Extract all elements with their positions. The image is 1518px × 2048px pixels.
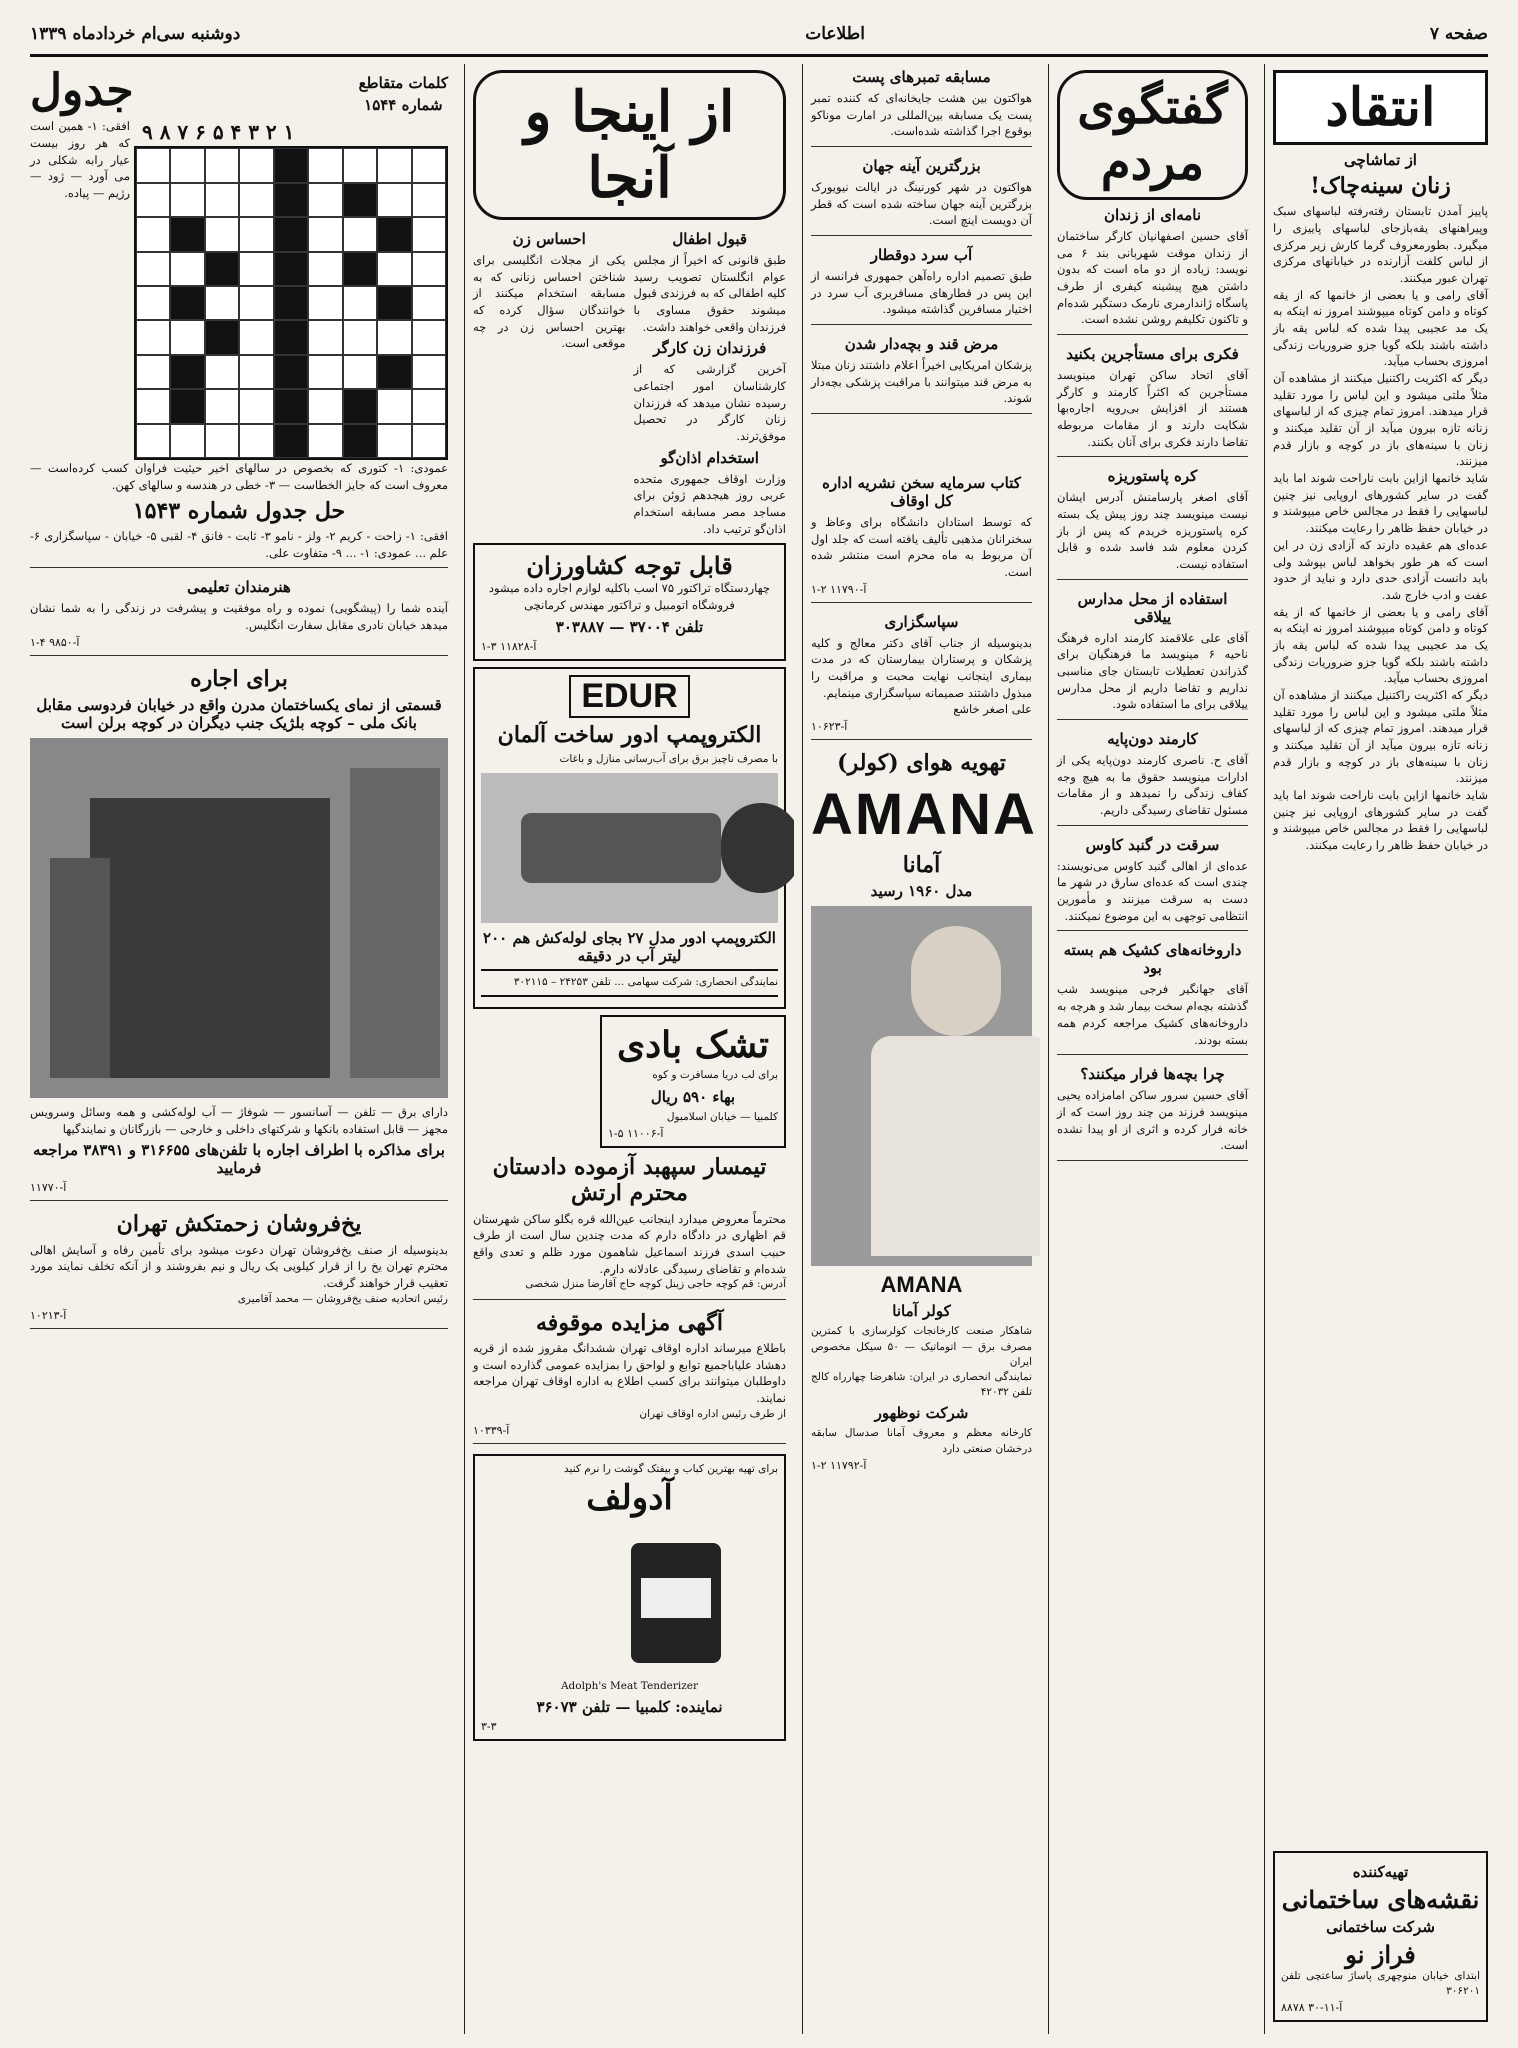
crossword-cell xyxy=(308,148,342,182)
solution-title: حل جدول شماره ۱۵۴۳ xyxy=(132,497,346,524)
crossword-cell xyxy=(343,148,377,182)
crossword-cell xyxy=(377,389,411,423)
crossword-cell xyxy=(136,217,170,251)
auction-body: باطلاع میرساند اداره اوقاف تهران ششدانگ مقروز شده از قریه دهشاد علیاباجمیع توابع و لواحق را بمزایده عمومی گذارده است و داوطلبان میتوانند برای کسب اطلاع به اداره اوقاف تهران مراجعه نمایند. xyxy=(473,1340,786,1405)
crossword-sub: کلمات متقاطع xyxy=(358,74,448,93)
issue-date: دوشنبه سی‌ام خردادماه ۱۳۳۹ xyxy=(30,24,241,44)
crossword-cell xyxy=(412,424,446,458)
crossword-cell xyxy=(239,355,273,389)
page-number: صفحه ۷ xyxy=(1429,24,1488,44)
letter-title: کارمند دون‌پایه xyxy=(1107,730,1198,749)
crossword-cell xyxy=(308,286,342,320)
fortune-title: هنرمندان تعلیمی xyxy=(187,578,291,597)
news-body: هواکتون در شهر کورنینگ در ایالت نیویورک بزرگترین آینه جهان ساخته شده است که قطر آن دویست اینچ است. xyxy=(811,180,1032,228)
book-notice xyxy=(811,474,1032,603)
crossword-cell xyxy=(170,389,204,423)
letter xyxy=(1057,206,1248,335)
crossword-cell xyxy=(412,217,446,251)
critique-paragraph: آقای رامی و یا بعضی از خانمها که از یقه کوتاه و دامن کوتاه میپوشند امروز نه اینکه به یک مد عجیبی پیدا شده که لباس یقه باز داشته باشند بلکه گویا جزو ضروریات زندگی امروزی بحساب میآید. xyxy=(1273,287,1488,369)
crossword-cell xyxy=(205,286,239,320)
edur-brand: EDUR xyxy=(569,675,689,718)
crossword-cell xyxy=(274,183,308,217)
crossword-cell xyxy=(205,320,239,354)
amana-company: شرکت نوظهور xyxy=(874,1404,969,1423)
amana-footer-fa: کولر آمانا xyxy=(892,1302,951,1321)
article-body: آخرین گزارشی که از کارشناسان امور اجتماعی رسیده نشان میدهد که فرزندان زنان کارگر در تحصیل موفق‌ترند. xyxy=(633,362,786,444)
rent-title: برای اجاره xyxy=(190,665,288,692)
letter-title: استفاده از محل مدارس ییلاقی xyxy=(1077,589,1228,626)
rent-body: دارای برق — تلفن — آسانسور — شوفاژ — آب لوله‌کشی و همه وسائل وسرویس مجهز — قابل استفاده بانکها و شرکتهای داخلی و خارجی — بازرگانان و نمایندگیها xyxy=(30,1105,448,1136)
crossword-cell xyxy=(377,355,411,389)
news-title: مسابقه تمبرهای پست xyxy=(852,68,991,86)
crossword-cell xyxy=(136,355,170,389)
amana-model: مدل ۱۹۶۰ رسید xyxy=(870,881,973,900)
amana-agent: نمایندگی انحصاری در ایران: شاهرضا چهارراه کالج تلفن ۴۲۰۳۲ xyxy=(811,1370,1032,1399)
adolph-brand: Adolph's Meat Tenderizer xyxy=(560,1679,699,1692)
fortune-code: آ-۹۸۵۰ ۴-۱ xyxy=(30,635,80,649)
crossword-cell xyxy=(136,252,170,286)
people-talk-logo: گفتگوی مردم xyxy=(1057,70,1248,200)
crossword-cell xyxy=(274,355,308,389)
crossword-cell xyxy=(205,217,239,251)
critique-paragraph: دیگر که اکثریت راکتنیل میکنند از مشاهده آن مثلاً ملتی میشود و این لباس را مورد تقلید قرار میدهند. امروز تمام چیزی که از لباسهای زنانه تازه بیرون میآید از آن تقلید میکنند و زنان با سینه‌های باز در کوچه و بازار قدم میزنند. xyxy=(1273,687,1488,786)
thanks-code: آ-۱۰۶۲۳ xyxy=(811,720,848,734)
crossword-cell xyxy=(170,424,204,458)
crossword-cell xyxy=(308,183,342,217)
news-body: پزشکان امریکایی اخیراً اعلام داشتند زنان مبتلا به مرض قند میتوانند با مراقبت پزشکی بچه‌دار شوند. xyxy=(811,358,1032,406)
crossword-cell xyxy=(343,286,377,320)
crossword-cell xyxy=(377,183,411,217)
tractor-code: آ-۱۱۸۲۸ ۳-۱ xyxy=(481,639,537,653)
crossword-cell xyxy=(136,183,170,217)
tractor-ad xyxy=(473,543,786,660)
army-address: آدرس: قم کوچه حاجی زینل کوچه حاج آقارضا منزل شخصی xyxy=(525,1278,786,1291)
construction-ad xyxy=(1273,1851,1488,2022)
ice-signature: رئیس اتحادیه صنف یخ‌فروشان — محمد آقامیری xyxy=(237,1292,448,1305)
critique-paragraph: شاید خانمها ازاین بابت ناراحت شوند اما باید گفت در سایر کشورهای اروپایی نیز چنین لباسهایی را فقط در مجالس خاص میپوشند و در خیابان حفظ ظاهر را رعایت میکنند. xyxy=(1273,787,1488,852)
tractor-phone: تلفن ۳۷۰۰۴ — ۳۰۳۸۸۷ xyxy=(555,617,704,636)
crossword-cell xyxy=(170,217,204,251)
amana-footer-body: شاهکار صنعت کارخانجات کولرسازی با کمترین مصرف برق — اتوماتیک — ۵۰ سیکل مخصوص ایران xyxy=(811,1325,1032,1368)
crossword-cell xyxy=(136,320,170,354)
crossword-cell xyxy=(239,252,273,286)
crossword-cell xyxy=(239,389,273,423)
fortune-body: آینده شما را (پیشگویی) نموده و راه موفقیت و پیشرفت در زندگی را به شما نشان میدهد خیابان نادری مقابل سفارت انگلیس. xyxy=(30,601,448,632)
tractor-body: چهاردستگاه تراکتور ۷۵ اسب باکلیه لوازم اجاره داده میشود فروشگاه اتومبیل و تراکتور مهندس کرمانچی xyxy=(488,581,771,613)
crossword-cell xyxy=(343,389,377,423)
rent-code: آ-۱۱۷۷۰ xyxy=(30,1181,67,1195)
letter xyxy=(1057,1065,1248,1161)
crossword-cell xyxy=(377,252,411,286)
thanks-signature: علی اصغر خاشع xyxy=(953,702,1032,717)
crossword-cell xyxy=(274,424,308,458)
letter-body: آقای حسین اصفهانیان کارگر ساختمان از زندان موقت شهربانی بند ۶ می نویسد: زیاده از دو ماه است که بدون داشتن هیچ پیشینه کیفری از طرف پاسگاه ژاندارمری نارمک دستگیر شده‌ام و تاکنون تکلیفم روشن نشده است. xyxy=(1057,229,1249,327)
crossword-cell xyxy=(412,252,446,286)
letter-title: کره پاستوریزه xyxy=(1107,467,1198,486)
critique-paragraph: شاید خانمها ازاین بابت ناراحت شوند اما باید گفت در سایر کشورهای اروپایی نیز چنین لباسهایی را فقط در مجالس خاص میپوشند و در خیابان حفظ ظاهر را رعایت میکنند. xyxy=(1273,471,1488,536)
crossword-cell xyxy=(170,183,204,217)
crossword-cell xyxy=(343,183,377,217)
news-item xyxy=(811,335,1032,414)
crossword-cell xyxy=(343,320,377,354)
crossword-cell xyxy=(239,148,273,182)
letter-body: آقای حسین سرور ساکن امامزاده یحیی مینویسد فرزند من چند روز است که از خانه فرار کرده و اثری از او پیدا نشده است. xyxy=(1057,1088,1248,1153)
amana-brand: AMANA xyxy=(811,781,1037,847)
news-title: بزرگترین آینه جهان xyxy=(862,157,981,176)
crossword-body xyxy=(30,118,448,460)
edur-ad xyxy=(473,667,786,1009)
crossword-cell xyxy=(412,389,446,423)
book-title: کتاب سرمایه سخن نشریه اداره کل اوقاف xyxy=(822,474,1021,511)
crossword-cell xyxy=(239,217,273,251)
letter-body: آقای اتحاد ساکن تهران مینویسد مستأجرین که اکثراً کارمند و کارگر هستند از افزایش بی‌رویه اجاره‌بها شکایت دارند و از مقامات مربوطه تقاضا دارند فکری برای آنان بکنند. xyxy=(1057,368,1248,449)
column-news xyxy=(802,64,1040,2034)
amana-woman-photo xyxy=(811,906,1032,1266)
crossword-cell xyxy=(136,148,170,182)
amana-ad xyxy=(811,750,1037,1472)
adolph-shop: نماینده: کلمبیا — تلفن ۳۶۰۷۳ xyxy=(536,1697,723,1716)
rent-subtitle: قسمتی از نمای یکساختمان مدرن واقع در خیابان فردوسی مقابل بانک ملی – کوچه بلژیک جنب دیگران در کوچه برلن است xyxy=(36,696,442,732)
letter-title: سرقت در گنبد کاوس xyxy=(1085,835,1220,854)
here-there-col-b xyxy=(473,226,626,537)
crossword-number: شماره ۱۵۴۴ xyxy=(364,96,443,115)
article-body: طبق قانونی که اخیراً از مجلس عوام انگلستان تصویب رسید کلیه اطفالی که به فرزندی قبول میشوند حقوق مساوی با فرزندان واقعی خواهند داشت. xyxy=(633,253,786,334)
crossword-cell xyxy=(170,148,204,182)
news-title: آب سرد دوقطار xyxy=(870,246,973,265)
book-code: آ-۱۱۷۹۰ ۲-۱ xyxy=(811,582,867,596)
ad-address: ابتدای خیابان منوچهری پاساژ ساعتچی تلفن ۳۰۶۲۰۱ xyxy=(1281,1969,1480,1997)
crossword-clues-horizontal: افقی: ۱- همین است که هر روز بیست عیار رابه شکلی در می آورد — ژود — رژیم — پیاده. xyxy=(30,119,130,200)
column-people-talk xyxy=(1048,64,1256,2034)
critique-byline: از تماشاچی xyxy=(1344,151,1417,169)
crossword-cell xyxy=(377,320,411,354)
column-critique xyxy=(1264,64,1496,2034)
crossword-cell xyxy=(412,183,446,217)
crossword-cell xyxy=(377,424,411,458)
crossword-cell xyxy=(412,148,446,182)
tashak-price: بهاء ۵۹۰ ریال xyxy=(650,1087,736,1106)
crossword-cell xyxy=(205,424,239,458)
tashak-code: آ-۱۱۰۰۶ ۵-۱ xyxy=(608,1126,664,1140)
letter-title: داروخانه‌های کشیک هم بسته بود xyxy=(1063,941,1242,978)
tashak-shop: کلمبیا — خیابان اسلامبول xyxy=(666,1110,778,1123)
book-body: که توسط استادان دانشگاه برای وعاظ و سخنرانان مذهبی تألیف یافته است که جلد اول آن مربوط به ماه محرم است منتشر شده است. xyxy=(811,515,1032,580)
crossword-grid-wrap xyxy=(138,118,448,460)
crossword-cell xyxy=(308,389,342,423)
thanks-body: بدینوسیله از جناب آقای دکتر معالج و کلیه پزشکان و پرستاران بیمارستان که در مدت بیماری اینجانب نهایت محبت و مراقبت را مبذول داشتند صمیمانه سپاسگزاری مینمایم. xyxy=(811,635,1032,700)
edur-persian: الکتروپمپ ادور ساخت آلمان xyxy=(497,721,762,748)
rent-ad xyxy=(30,666,448,1202)
crossword-cell xyxy=(205,148,239,182)
news-item xyxy=(811,68,1032,147)
solution-body: افقی: ۱- زاحت - کریم ۲- ولز - نامو ۳- ثابت - فانق ۴- لقبی ۵- خیابان - سپاسگزاری ۶- علم ... عمودی: ۱- ... ۹- متفاوت علی. xyxy=(30,528,448,560)
amana-fact: کارخانه معظم و معروف آمانا صدسال سابقه درخشان صنعتی دارد xyxy=(811,1427,1032,1455)
letter-title: فکری برای مستأجرین بکنید xyxy=(1066,345,1239,364)
column-crossword xyxy=(22,64,456,2034)
crossword-cell xyxy=(274,320,308,354)
letter-body: آقای اصغر پارسامنش آدرس ایشان نیست مینویسد چند روز پیش یک بسته کره پاستوریزه خریدم که پس از باز کردن معلوم شد فاسد شده و قابل استفاده نیست. xyxy=(1057,490,1248,572)
fortune-ad xyxy=(30,578,448,655)
crossword-cell xyxy=(308,424,342,458)
tractor-title: قابل توجه کشاورزان xyxy=(526,551,733,581)
crossword-cell xyxy=(239,183,273,217)
critique-paragraph: عده‌ای هم عقیده دارند که آزادی زن در این است که هر طور بخواهد لباس بپوشد ولی باید دانست آزادی حدی دارد و نباید از حدود عفت و ادب خارج شد. xyxy=(1273,537,1488,602)
crossword-cell xyxy=(170,252,204,286)
crossword-cell xyxy=(412,355,446,389)
army-title: تیمسار سپهبد آزموده دادستان محترم ارتش xyxy=(492,1153,767,1207)
ice-body: بدینوسیله از صنف یخ‌فروشان تهران دعوت میشود برای تأمین رفاه و آسایش اهالی محترم تهران یخ را از قرار کیلویی یک ریال و نیم بفروشند و از آنکه تخلف نمایند مورد تعقیب قرار خواهند گرفت. xyxy=(30,1242,448,1291)
crossword-title: جدول xyxy=(30,65,134,116)
critique-headline: زنان سینه‌چاک! xyxy=(1310,173,1451,199)
here-there-articles xyxy=(473,226,786,537)
crossword-cell xyxy=(136,389,170,423)
letter-title: چرا بچه‌ها فرار میکنند؟ xyxy=(1080,1065,1225,1084)
crossword-cell xyxy=(205,252,239,286)
ad-code: ۸۸۷۸ آ-۱۱-۳۰ xyxy=(1281,2001,1343,2014)
column-here-there xyxy=(464,64,794,2034)
adolph-body: برای تهیه بهترین کباب و بیفتک گوشت را نرم کنید xyxy=(564,1462,778,1475)
crossword-cell xyxy=(274,286,308,320)
edur-footer: الکتروپمپ ادور مدل ۲۷ بجای لوله‌کش هم ۲۰۰ لیتر آب در دقیقه xyxy=(483,929,776,966)
crossword-cell xyxy=(205,355,239,389)
crossword-cell xyxy=(308,217,342,251)
news-item xyxy=(811,157,1032,236)
crossword-cell xyxy=(343,355,377,389)
article-title: احساس زن xyxy=(512,230,586,248)
here-there-logo: از اینجا و آنجا xyxy=(473,70,786,220)
tashak-ad xyxy=(600,1015,786,1148)
crossword-cell xyxy=(205,183,239,217)
army-letter xyxy=(473,1154,786,1300)
amana-title: تهویه هوای (کولر) xyxy=(837,750,1006,777)
auction-title: آگهی مزایده موقوفه xyxy=(536,1309,723,1336)
crossword-cell xyxy=(239,286,273,320)
crossword-cell xyxy=(239,424,273,458)
letter xyxy=(1057,590,1248,720)
letter xyxy=(1057,730,1248,826)
article-body: وزارت اوقاف جمهوری متحده عربی روز هیجدهم ژوئن برای مساجد مصر مسابقه استخدام اذان‌گو ترتیب داد. xyxy=(633,471,786,536)
here-there-col-a xyxy=(634,226,787,537)
crossword-clues-vertical: عمودی: ۱- کتوری که بخصوص در سالهای اخیر حیثیت فراوان کسب کرده‌است — معروف است که جایز الخطاست — ۳- خطی در هندسه و سالهای کهن. xyxy=(30,461,448,492)
news-item xyxy=(811,246,1032,325)
crossword-cell xyxy=(377,217,411,251)
adolph-ad xyxy=(473,1454,786,1741)
crossword-meta xyxy=(359,70,448,118)
crossword-cell xyxy=(343,424,377,458)
crossword-grid xyxy=(134,146,448,460)
news-title: مرض قند و بچه‌دار شدن xyxy=(844,335,999,354)
article-title: قبول اطفال xyxy=(672,230,748,248)
crossword-cell xyxy=(377,286,411,320)
paper-name: اطلاعات xyxy=(805,24,865,44)
crossword-cell xyxy=(274,252,308,286)
adolph-jar xyxy=(481,1523,778,1673)
auction-code: آ-۱۰۳۳۹ xyxy=(473,1423,510,1437)
crossword-cell xyxy=(377,148,411,182)
ad-title: نقشه‌های ساختمانی xyxy=(1281,1884,1480,1914)
crossword-cell xyxy=(412,320,446,354)
news-body: طبق تصمیم اداره راه‌آهن جمهوری فرانسه از این پس در قطارهای مسافربری آب سرد در اختیار مسافرین گذاشته میشود. xyxy=(811,269,1032,317)
ice-code: آ-۱۰۲۱۳ xyxy=(30,1308,67,1322)
letter xyxy=(1057,345,1248,457)
article-body: یکی از مجلات انگلیسی برای شناختن احساس زنانی که به مسابقه استخدام میکنند از خوانندگان سؤال کرده که بهترین احساس زن در چه موقعی است. xyxy=(473,253,626,351)
edur-agent: نمایندگی انحصاری: شرکت سهامی ... تلفن ۲۴۲۵۳ – ۳۰۲۱۱۵ xyxy=(481,969,778,996)
thanks-notice xyxy=(811,613,1032,740)
tashak-title: تشک بادی xyxy=(616,1023,770,1066)
letter-title: نامه‌ای از زندان xyxy=(1103,206,1202,224)
ad-name: فراز نو xyxy=(1345,1939,1416,1969)
article-title: استخدام اذان‌گو xyxy=(660,448,759,467)
ad-company: شرکت ساختمانی xyxy=(1326,1917,1435,1936)
amana-footer-brand: AMANA xyxy=(880,1271,963,1297)
crossword-cell xyxy=(308,320,342,354)
critique-logo: انتقاد xyxy=(1273,70,1488,145)
letter-body: عده‌ای از اهالی گنبد کاوس می‌نویسند: چندی است که عده‌ای سارق در شهر ما دست به سرقت میزنند و مأمورین انتظامی توجهی به این موضوع نمیکنند. xyxy=(1057,858,1248,923)
crossword-cell xyxy=(170,320,204,354)
ice-title: یخ‌فروشان زحمتکش تهران xyxy=(116,1211,362,1238)
letter-body: آقای ح. ناصری کارمند دون‌پایه یکی از ادارات مینویسد حقوق ما به هیچ وجه کفاف زندگی را نمیدهد و از مقامات مسئول تقاضای رسیدگی داریم. xyxy=(1057,753,1248,818)
crossword-cell xyxy=(343,252,377,286)
letter-body: آقای جهانگیر فرجی مینویسد شب گذشته بچه‌ام سخت بیمار شد و هرچه به داروخانه‌های کشیک مراجعه کردم همه بسته بودند. xyxy=(1057,982,1248,1047)
crossword-solution xyxy=(30,498,448,569)
crossword-cell xyxy=(239,320,273,354)
article-title: فرزندان زن کارگر xyxy=(653,339,767,358)
letter xyxy=(1057,467,1248,579)
crossword-cell xyxy=(412,286,446,320)
ice-notice xyxy=(30,1211,448,1329)
crossword-cell xyxy=(170,286,204,320)
adolph-code: ۳-۳ xyxy=(481,1719,497,1733)
crossword-cell xyxy=(205,389,239,423)
adolph-title: آدولف xyxy=(586,1478,673,1519)
auction-notice xyxy=(473,1310,786,1444)
crossword-cell xyxy=(308,252,342,286)
crossword-cell xyxy=(136,286,170,320)
crossword-cell xyxy=(170,355,204,389)
crossword-header xyxy=(30,64,448,118)
news-body: هواکتون بین هشت جایخانه‌ای که کننده تمبر پست یک مسابقه بین‌المللی در امارت موناکو بوقوع اجرا گذاشته شده‌است. xyxy=(811,91,1032,139)
letter xyxy=(1057,836,1248,932)
crossword-cell xyxy=(274,217,308,251)
crossword-cell xyxy=(308,355,342,389)
critique-paragraph: آقای رامی و یا بعضی از خانمها که از یقه کوتاه و دامن کوتاه میپوشند امروز نه اینکه به یک مد عجیبی پیدا شده که لباس یقه باز داشته باشند بلکه گویا جزو ضروریات زندگی امروزی بحساب میآید. xyxy=(1273,604,1488,686)
crossword-cell xyxy=(343,217,377,251)
building-photo xyxy=(30,738,448,1098)
critique-paragraph: دیگر که اکثریت راکتنیل میکنند از مشاهده آن مثلاً ملتی میشود و این لباس را مورد تقلید قرار میدهند. امروز تمام چیزی که از لباسهای زنانه تازه بیرون میآید از آن تقلید میکنند و زنان با سینه‌های باز در کوچه و بازار قدم میزنند. xyxy=(1273,371,1488,469)
crossword-cell xyxy=(274,148,308,182)
letter-body: آقای علی علاقمند کارمند اداره فرهنگ ناحیه ۶ مینویسد ما فرهنگیان برای گذراندن تعطیلات تابستان جای مناسبی نداریم و تقاضا داریم از محل مدارس ییلاقی برای ما استفاده شود. xyxy=(1057,630,1248,712)
letter xyxy=(1057,941,1248,1055)
rent-phone: برای مذاکره با اطراف اجاره با تلفن‌های ۳۱۶۶۵۵ و ۳۸۳۹۱ مراجعه فرمایید xyxy=(33,1141,445,1178)
ad-intro: تهیه‌کننده xyxy=(1352,1862,1409,1881)
crossword-cell xyxy=(136,424,170,458)
amana-code: آ-۱۱۷۹۲ ۲-۱ xyxy=(811,1458,867,1472)
thanks-title: سپاسگزاری xyxy=(884,612,959,631)
auction-sign: از طرف رئیس اداره اوقاف تهران xyxy=(639,1407,786,1420)
tashak-body: برای لب دریا مسافرت و کوه xyxy=(652,1069,778,1082)
army-body: محترماً معروض میدارد اینجانب عین‌الله قره بگلو ساکن شهرستان قم اظهاری در دادگاه دارم که مدت چندین سال است از طرف حبیب اسدی فرزند اسماعیل شاهمون مورد ظلم و تعدی واقع شده‌ام و تقاضای رسیدگی عادلانه دارم. xyxy=(473,1211,786,1276)
amana-brand-fa: آمانا xyxy=(902,851,941,878)
pump-illustration xyxy=(481,773,778,923)
crossword-numbers: ۹ ۸ ۷ ۶ ۵ ۴ ۳ ۲ ۱ xyxy=(142,120,295,145)
crossword-cell xyxy=(274,389,308,423)
edur-body: با مصرف ناچیز برق برای آب‌رسانی منازل و باغات xyxy=(559,753,778,766)
critique-paragraph: پاییز آمدن تابستان رفته‌رفته لباسهای سبک وپیراهنهای یقه‌بازجای لباسهای پاییزی را میگیرد. بطورمعروف گرما کارش زیر مرکزی از لباس کلفت آزارنده در خیابانهای مرکزی تهران عبور میکنند. xyxy=(1273,204,1488,286)
masthead xyxy=(30,14,1488,57)
